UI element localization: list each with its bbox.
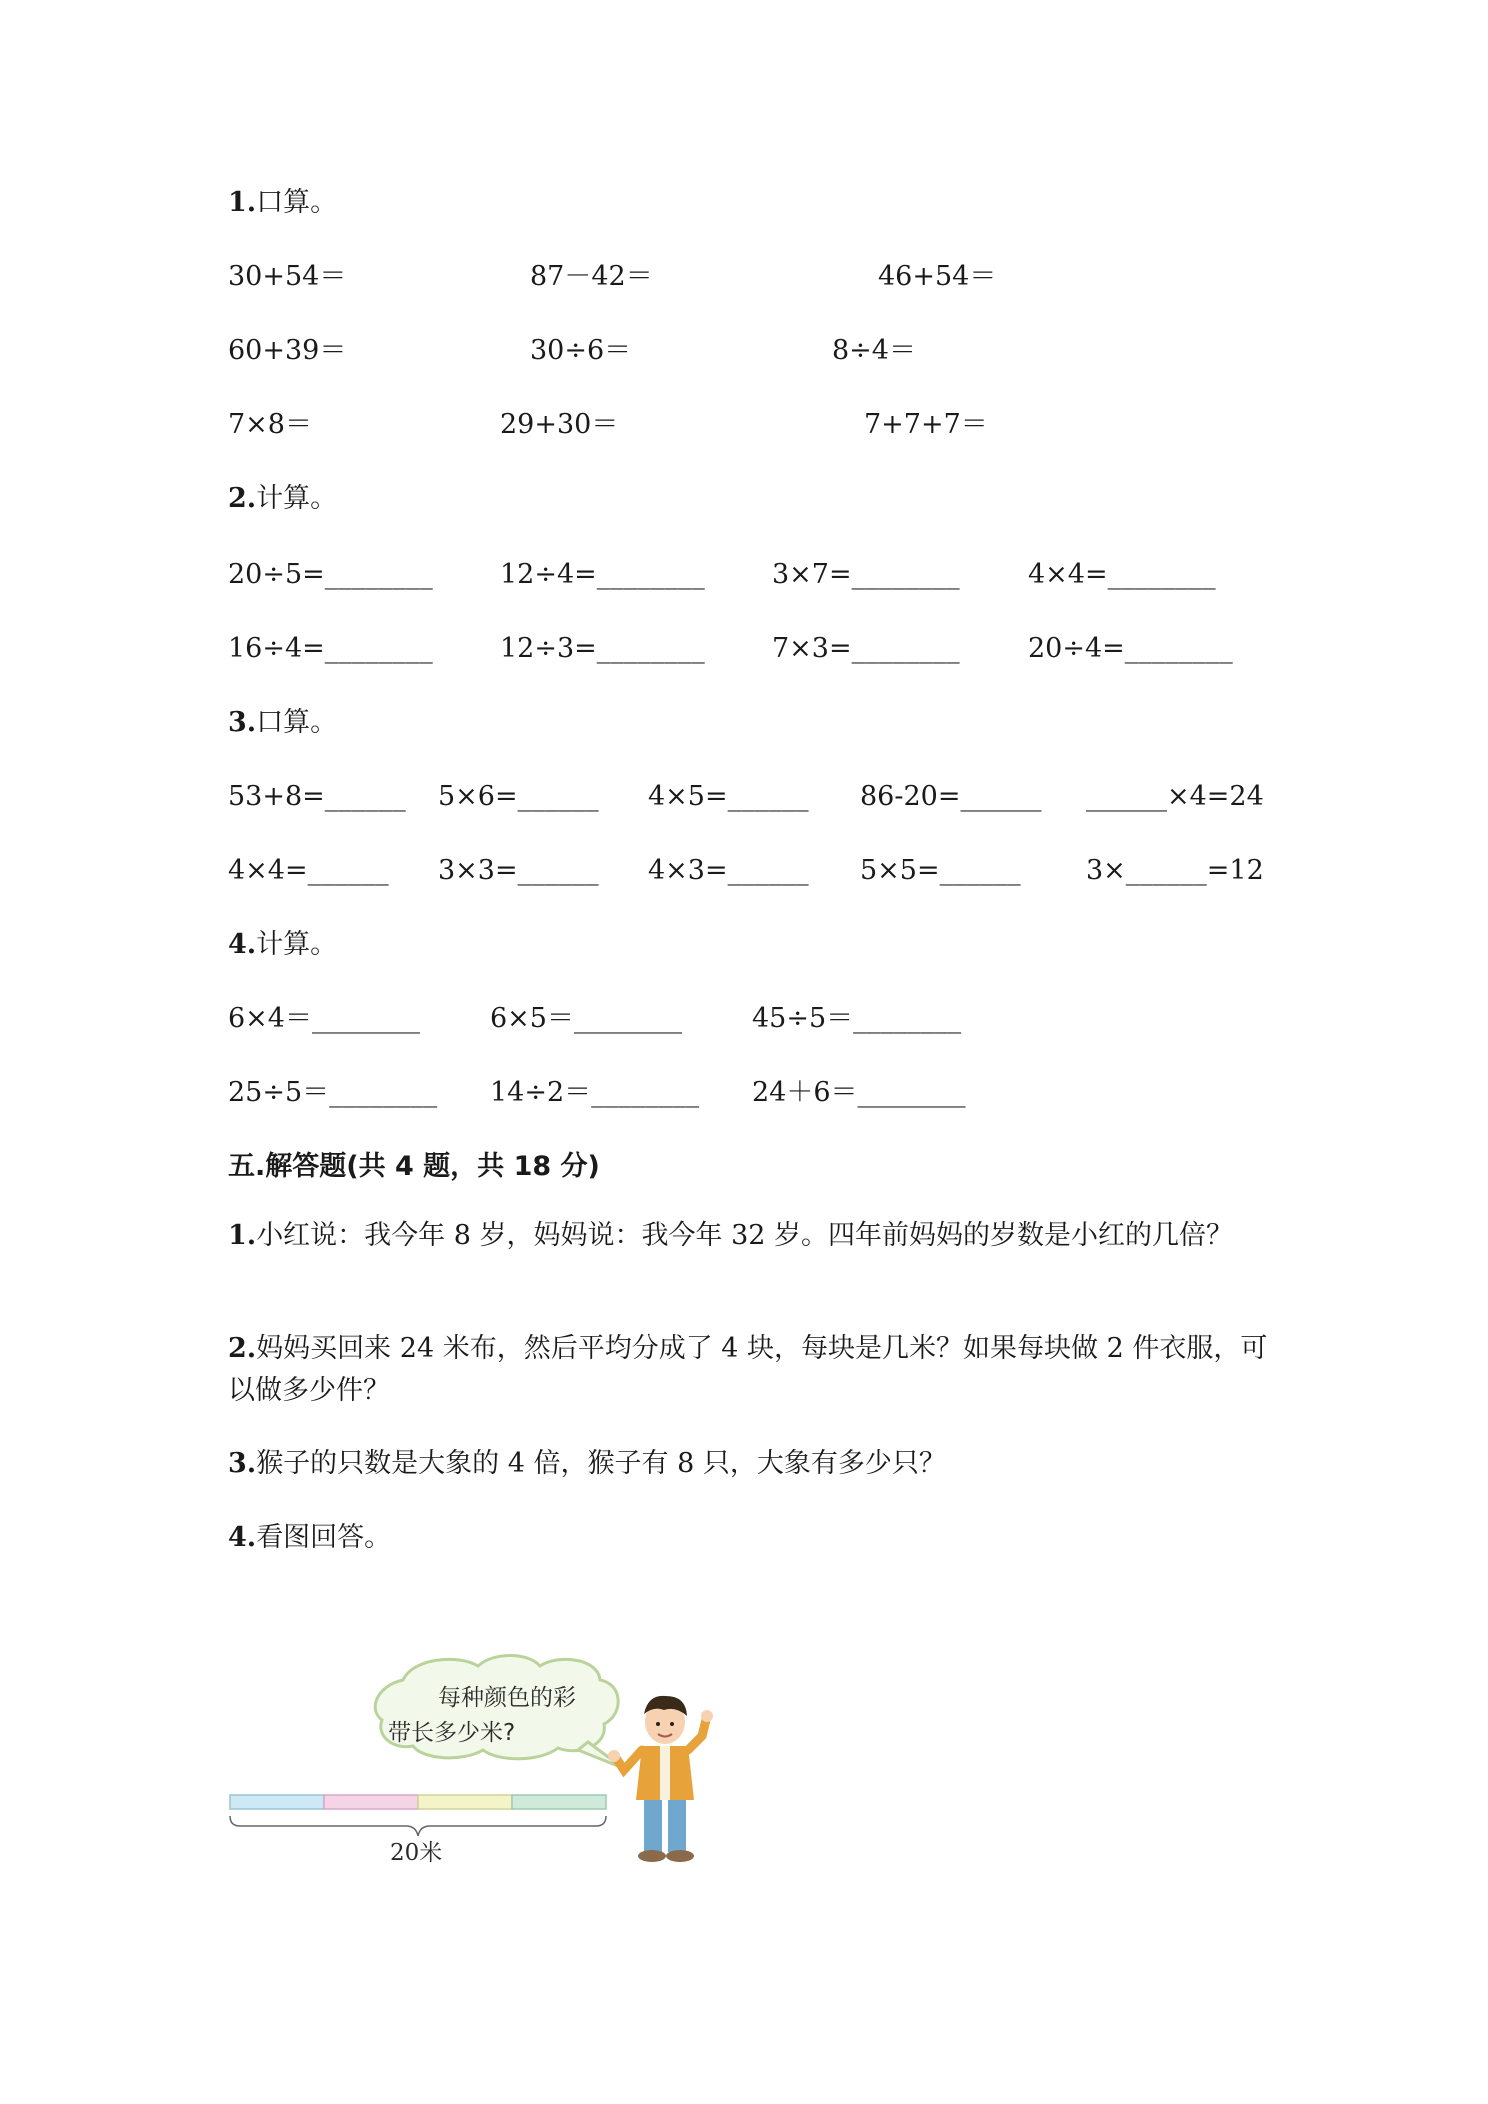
q3-item: 3×______=12 [1086, 855, 1264, 886]
q1-item: 87－42＝ [530, 261, 653, 292]
q1-heading [228, 186, 337, 220]
q2-item: 20÷5=________ [228, 559, 433, 590]
q4-item: 6×4＝________ [228, 1003, 420, 1034]
q1-number: 1. [228, 187, 257, 218]
q3-item: 53+8=______ [228, 781, 406, 812]
ribbon-figure [228, 1650, 728, 1884]
word-problem-3 [228, 1443, 1288, 1485]
ribbon-segment-yellow [418, 1795, 512, 1809]
q2-item: 4×4=________ [1028, 559, 1216, 590]
q3-item: 5×5=______ [860, 855, 1021, 886]
q3-item: 4×5=______ [648, 781, 809, 812]
q1-item: 29+30＝ [500, 409, 619, 440]
q2-item: 7×3=________ [772, 633, 960, 664]
problem-number: 3. [228, 1448, 257, 1479]
q1-title: 口算。 [256, 187, 338, 218]
q3-number: 3. [228, 707, 257, 738]
q2-item: 12÷3=________ [500, 633, 705, 664]
q2-heading [228, 482, 337, 516]
q2-item: 16÷4=________ [228, 633, 433, 664]
q3-item: 4×3=______ [648, 855, 809, 886]
length-label: 20米 [390, 1840, 443, 1866]
bubble-line-2: 带长多少米? [388, 1720, 516, 1746]
q4-number: 4. [228, 929, 257, 960]
word-problem-2 [228, 1328, 1288, 1412]
q2-item: 12÷4=________ [500, 559, 705, 590]
q4-item: 45÷5＝________ [752, 1003, 962, 1034]
q2-title: 计算。 [256, 483, 338, 514]
problem-number: 4. [228, 1522, 257, 1553]
problem-number: 1. [228, 1220, 257, 1251]
q1-item: 30+54＝ [228, 261, 347, 292]
figure-illustration [228, 1650, 728, 1880]
q4-item: 6×5＝________ [490, 1003, 682, 1034]
q4-item: 25÷5＝________ [228, 1077, 438, 1108]
q3-item: 5×6=______ [438, 781, 599, 812]
ribbon-segment-blue [230, 1795, 324, 1809]
q3-heading [228, 706, 337, 740]
word-problem-1 [228, 1215, 1288, 1257]
q2-number: 2. [228, 483, 257, 514]
q1-item: 46+54＝ [878, 261, 997, 292]
q1-item: 8÷4＝ [832, 335, 916, 366]
ribbon-segment-pink [324, 1795, 418, 1809]
problem-text: 看图回答。 [256, 1522, 392, 1553]
q3-item: ______×4=24 [1086, 781, 1264, 812]
problem-number: 2. [228, 1333, 257, 1364]
q3-item: 3×3=______ [438, 855, 599, 886]
q2-item: 3×7=________ [772, 559, 960, 590]
section5-title: 五.解答题(共 4 题，共 18 分) [228, 1151, 600, 1182]
q4-item: 14÷2＝________ [490, 1077, 700, 1108]
q3-title: 口算。 [256, 707, 338, 738]
q4-title: 计算。 [256, 929, 338, 960]
bubble-line-1: 每种颜色的彩 [438, 1685, 576, 1711]
q2-item: 20÷4=________ [1028, 633, 1233, 664]
q4-heading [228, 928, 337, 962]
ribbon-bar [230, 1795, 606, 1866]
q1-item: 30÷6＝ [530, 335, 632, 366]
q4-item: 24＋6＝________ [752, 1077, 966, 1108]
q1-item: 7+7+7＝ [864, 409, 988, 440]
q3-item: 86-20=______ [860, 781, 1042, 812]
q3-item: 4×4=______ [228, 855, 389, 886]
problem-text: 妈妈买回来 24 米布，然后平均分成了 4 块，每块是几米？如果每块做 2 件衣服，可以做多少件？ [228, 1333, 1268, 1406]
speech-bubble [375, 1656, 623, 1769]
boy-illustration [608, 1696, 713, 1862]
word-problem-4 [228, 1517, 1288, 1559]
q1-item: 7×8＝ [228, 409, 312, 440]
length-brace [230, 1816, 606, 1836]
ribbon-segment-green [512, 1795, 606, 1809]
q1-item: 60+39＝ [228, 335, 347, 366]
problem-text: 小红说：我今年 8 岁，妈妈说：我今年 32 岁。四年前妈妈的岁数是小红的几倍？ [256, 1220, 1234, 1251]
problem-text: 猴子的只数是大象的 4 倍，猴子有 8 只，大象有多少只？ [256, 1448, 946, 1479]
